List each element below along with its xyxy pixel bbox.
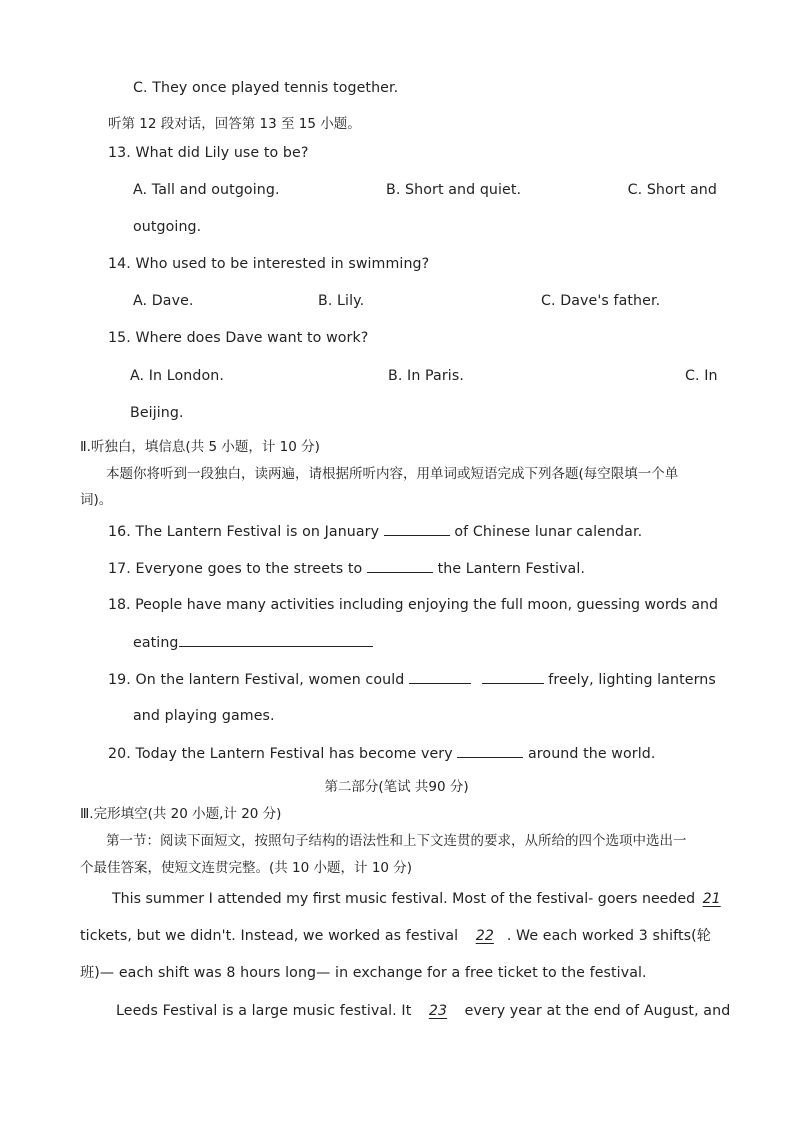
q17 bbox=[108, 558, 585, 579]
q15-option-b: B. In Paris. bbox=[388, 368, 464, 384]
q13-options bbox=[133, 180, 717, 200]
q13-option-a: A. Tall and outgoing. bbox=[133, 182, 280, 198]
q15-option-a: A. In London. bbox=[130, 368, 224, 384]
q20 bbox=[108, 743, 655, 764]
blank-23: 23 bbox=[428, 1003, 448, 1019]
q19-blank-1[interactable] bbox=[409, 669, 471, 684]
q20-post: around the world. bbox=[528, 746, 656, 762]
q16-pre: 16. The Lantern Festival is on January bbox=[108, 524, 380, 540]
q14-option-c: C. Dave's father. bbox=[541, 293, 661, 309]
q19 bbox=[108, 669, 716, 690]
q20-pre: 20. Today the Lantern Festival has become very bbox=[108, 746, 453, 762]
q17-pre: 17. Everyone goes to the streets to bbox=[108, 561, 363, 577]
q18-line2 bbox=[133, 632, 373, 653]
part2-heading: Ⅱ.听独白，填信息(共 5 小题，计 10 分) bbox=[80, 439, 320, 455]
para2-line1-text: Leeds Festival is a large music festival. It bbox=[116, 1003, 412, 1019]
passage-para1-line1 bbox=[112, 889, 724, 909]
q16-blank[interactable] bbox=[384, 521, 450, 536]
q13-option-b: B. Short and quiet. bbox=[385, 182, 522, 198]
q15-stem: 15. Where does Dave want to work? bbox=[108, 330, 369, 346]
instruction-dialogue-12: 听第 12 段对话，回答第 13 至 15 小题。 bbox=[108, 116, 361, 132]
q16 bbox=[108, 521, 642, 542]
q14-stem: 14. Who used to be interested in swimming? bbox=[108, 256, 430, 272]
q20-blank[interactable] bbox=[457, 743, 523, 758]
passage-para1-line3: 班)— each shift was 8 hours long— in exchange for a free ticket to the festival. bbox=[80, 965, 647, 981]
section-title: 第二部分(笔试 共90 分) bbox=[324, 779, 469, 795]
q19-pre: 19. On the lantern Festival, women could bbox=[108, 672, 405, 688]
blank-22: 22 bbox=[475, 928, 494, 944]
q13-stem: 13. What did Lily use to be? bbox=[108, 145, 309, 161]
part2-instruction-line2: 词)。 bbox=[80, 492, 113, 508]
part3-heading: Ⅲ.完形填空(共 20 小题,计 20 分) bbox=[80, 806, 282, 822]
q18-line1: 18. People have many activities including enjoying the full moon, guessing words and bbox=[108, 597, 719, 613]
q18-blank[interactable] bbox=[179, 632, 373, 647]
q19-post: freely, lighting lanterns bbox=[548, 672, 716, 688]
para2-line1-post: every year at the end of August, and bbox=[464, 1003, 731, 1019]
part2-instruction-line1: 本题你将听到一段独白，读两遍，请根据所听内容，用单词或短语完成下列各题(每空限填一个单 bbox=[106, 466, 679, 482]
para1-line1-text: This summer I attended my first music festival. Most of the festival- goers needed bbox=[112, 891, 696, 907]
q13-option-c-cont: outgoing. bbox=[133, 219, 202, 235]
part3-instruction-line2: 个最佳答案，使短文连贯完整。(共 10 小题，计 10 分) bbox=[80, 860, 413, 876]
q19-line2: and playing games. bbox=[133, 708, 275, 724]
q19-blank-2[interactable] bbox=[482, 669, 544, 684]
q18-pre: eating bbox=[133, 635, 179, 651]
q16-post: of Chinese lunar calendar. bbox=[454, 524, 643, 540]
para1-line2-text: tickets, but we didn't. Instead, we worked as festival bbox=[80, 928, 459, 944]
q15-option-c-cont: Beijing. bbox=[130, 405, 184, 421]
q17-post: the Lantern Festival. bbox=[437, 561, 585, 577]
q14-option-a: A. Dave. bbox=[133, 293, 194, 309]
blank-21: 21 bbox=[702, 891, 721, 907]
passage-para1-line2 bbox=[80, 926, 711, 946]
para1-line2-post: . We each worked 3 shifts(轮 bbox=[506, 928, 712, 944]
q14-option-b: B. Lily. bbox=[318, 293, 365, 309]
q17-blank[interactable] bbox=[367, 558, 433, 573]
passage-para2-line1 bbox=[116, 1001, 730, 1021]
part3-instruction-line1: 第一节：阅读下面短文，按照句子结构的语法性和上下文连贯的要求，从所给的四个选项中选出一 bbox=[106, 833, 687, 849]
q15-option-c: C. In bbox=[685, 368, 718, 384]
q12-option-c: C. They once played tennis together. bbox=[133, 80, 399, 96]
q13-option-c: C. Short and bbox=[627, 182, 717, 198]
